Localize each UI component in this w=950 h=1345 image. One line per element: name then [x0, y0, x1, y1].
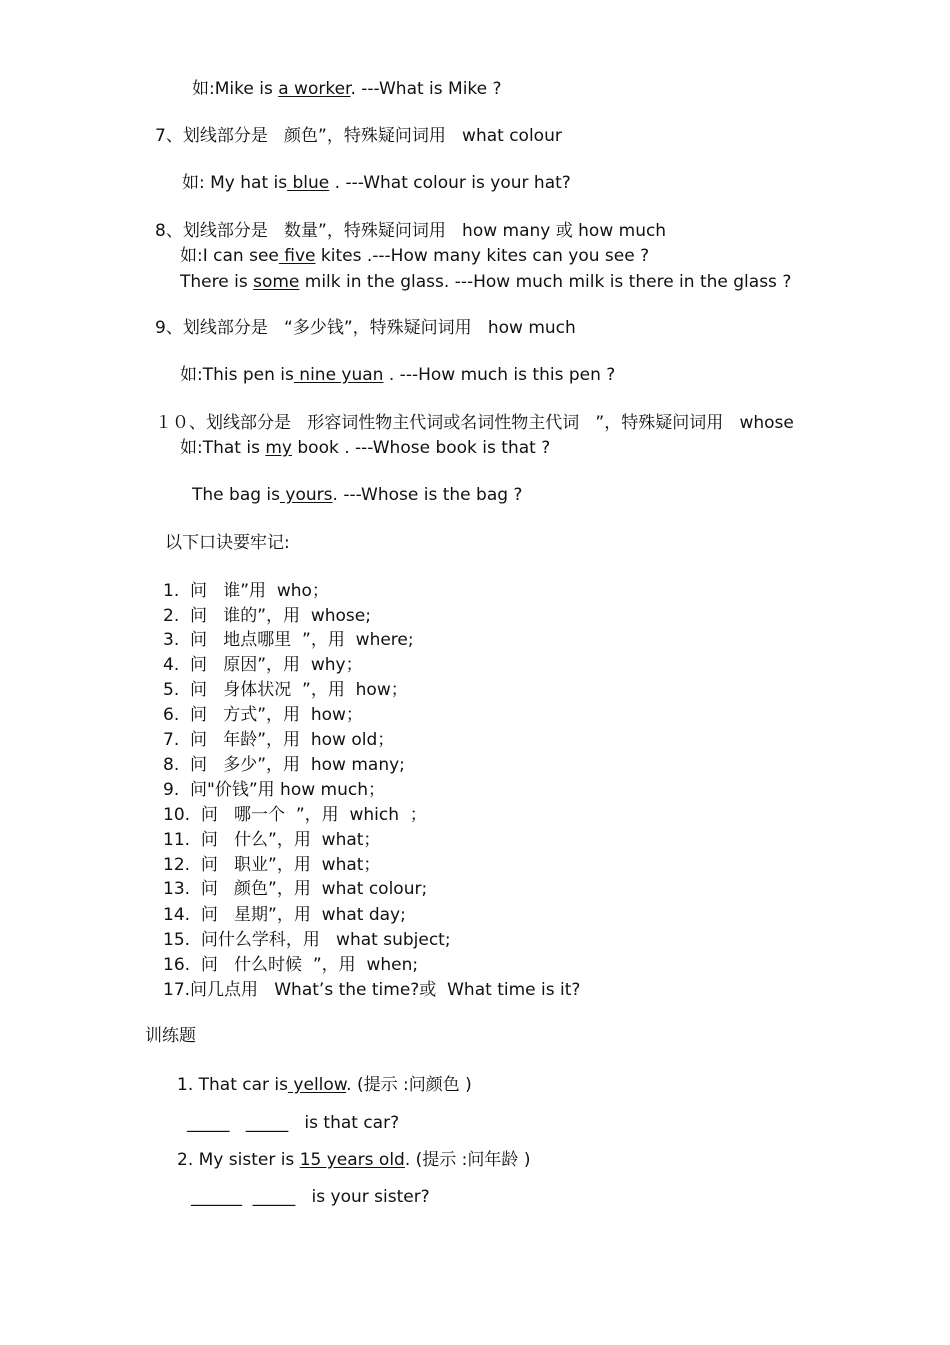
line-text: 2. My sister is	[177, 1150, 300, 1170]
line-text: 10. 问 哪一个 ”，用 which ；	[163, 805, 427, 825]
text-line	[163, 580, 329, 602]
text-line	[182, 172, 571, 194]
line-text: 1. That car is	[177, 1075, 289, 1095]
line-text: . ---How much is this pen ?	[383, 365, 616, 385]
line-text: 6. 问 方式”，用 how；	[163, 705, 363, 725]
text-line	[180, 245, 649, 267]
underlined-text: yours	[280, 485, 333, 505]
line-text: . (提示 :问年龄 )	[404, 1150, 531, 1170]
text-line	[163, 605, 371, 627]
text-line	[155, 317, 576, 339]
line-text: 训练题	[145, 1026, 196, 1046]
text-line	[180, 364, 615, 386]
underlined-text: five	[278, 246, 316, 266]
text-line	[180, 271, 791, 293]
text-line	[163, 854, 380, 876]
text-line	[163, 954, 418, 976]
line-text: 5. 问 身体状况 ”，用 how；	[163, 680, 408, 700]
text-line	[192, 484, 522, 506]
line-text: 如:Mike is	[192, 79, 279, 99]
text-line	[163, 704, 363, 726]
underlined-text: 15 years old	[299, 1150, 405, 1170]
underlined-text: a worker	[278, 79, 351, 99]
text-line	[192, 78, 502, 100]
text-line	[165, 532, 290, 554]
text-line	[187, 1112, 399, 1134]
line-text: 如:This pen is	[180, 365, 294, 385]
line-text: There is	[180, 272, 254, 292]
line-text: 如: My hat is	[182, 173, 288, 193]
line-text: 8、划线部分是 数量”，特殊疑问词用 how many 或 how much	[155, 221, 667, 241]
text-line	[163, 929, 451, 951]
line-text: milk in the glass. ---How much milk is there in the glass ?	[299, 272, 792, 292]
line-text: 1. 问 谁”用 who；	[163, 581, 329, 601]
line-text: 以下口诀要牢记:	[165, 533, 290, 553]
line-text: 14. 问 星期”，用 what day;	[163, 905, 406, 925]
text-line	[155, 412, 794, 434]
line-text: . (提示 :问颜色 )	[346, 1075, 472, 1095]
line-text: . ---What colour is your hat?	[329, 173, 571, 193]
line-text: 9、划线部分是 “多少钱”，特殊疑问词用 how much	[155, 318, 576, 338]
line-text: 15. 问什么学科，用 what subject;	[163, 930, 451, 950]
underlined-text: blue	[287, 173, 330, 193]
text-line	[163, 979, 580, 1001]
line-text: 如:I can see	[180, 246, 279, 266]
line-text: book . ---Whose book is that ?	[291, 438, 551, 458]
text-line	[177, 1074, 472, 1096]
line-text: 7、划线部分是 颜色”，特殊疑问词用 what colour	[155, 126, 562, 146]
text-line	[163, 754, 405, 776]
text-line	[163, 779, 385, 801]
line-text: ______ _____ is your sister?	[191, 1187, 430, 1207]
text-line	[163, 904, 406, 926]
line-text: 16. 问 什么时候 ”，用 when;	[163, 955, 419, 975]
line-text: 4. 问 原因”，用 why；	[163, 655, 363, 675]
underlined-text: my	[265, 438, 292, 458]
line-text: 7. 问 年龄”，用 how old；	[163, 730, 395, 750]
line-text: １０、划线部分是 形容词性物主代词或名词性物主代词 ”，特殊疑问词用 whose	[155, 413, 794, 433]
text-line	[177, 1149, 530, 1171]
text-line	[155, 125, 562, 147]
line-text: 2. 问 谁的”，用 whose;	[163, 606, 371, 626]
text-line	[191, 1186, 430, 1208]
line-text: 11. 问 什么”，用 what；	[163, 830, 381, 850]
line-text: The bag is	[192, 485, 281, 505]
text-line	[180, 437, 550, 459]
underlined-text: yellow	[288, 1075, 347, 1095]
text-line	[163, 829, 380, 851]
line-text: 12. 问 职业”，用 what；	[163, 855, 381, 875]
line-text: 9. 问"价钱”用 how much；	[163, 780, 385, 800]
line-text: 8. 问 多少”，用 how many;	[163, 755, 405, 775]
line-text: . ---Whose is the bag ?	[332, 485, 523, 505]
underlined-text: some	[253, 272, 300, 292]
line-text: 如:That is	[180, 438, 266, 458]
text-line	[163, 654, 363, 676]
text-line	[163, 629, 414, 651]
text-line	[163, 729, 394, 751]
line-text: . ---What is Mike ?	[350, 79, 502, 99]
text-line	[163, 679, 408, 701]
line-text: 3. 问 地点哪里 ”，用 where;	[163, 630, 414, 650]
line-text: kites .---How many kites can you see ?	[315, 246, 650, 266]
text-line	[155, 220, 666, 242]
underlined-text: nine yuan	[293, 365, 384, 385]
line-text: 13. 问 颜色”，用 what colour;	[163, 879, 428, 899]
text-line	[163, 878, 427, 900]
line-text: 17.问几点用 What’s the time?或 What time is it?	[163, 980, 581, 1000]
text-line	[163, 804, 427, 826]
line-text: _____ _____ is that car?	[187, 1113, 400, 1133]
text-line	[145, 1025, 196, 1047]
